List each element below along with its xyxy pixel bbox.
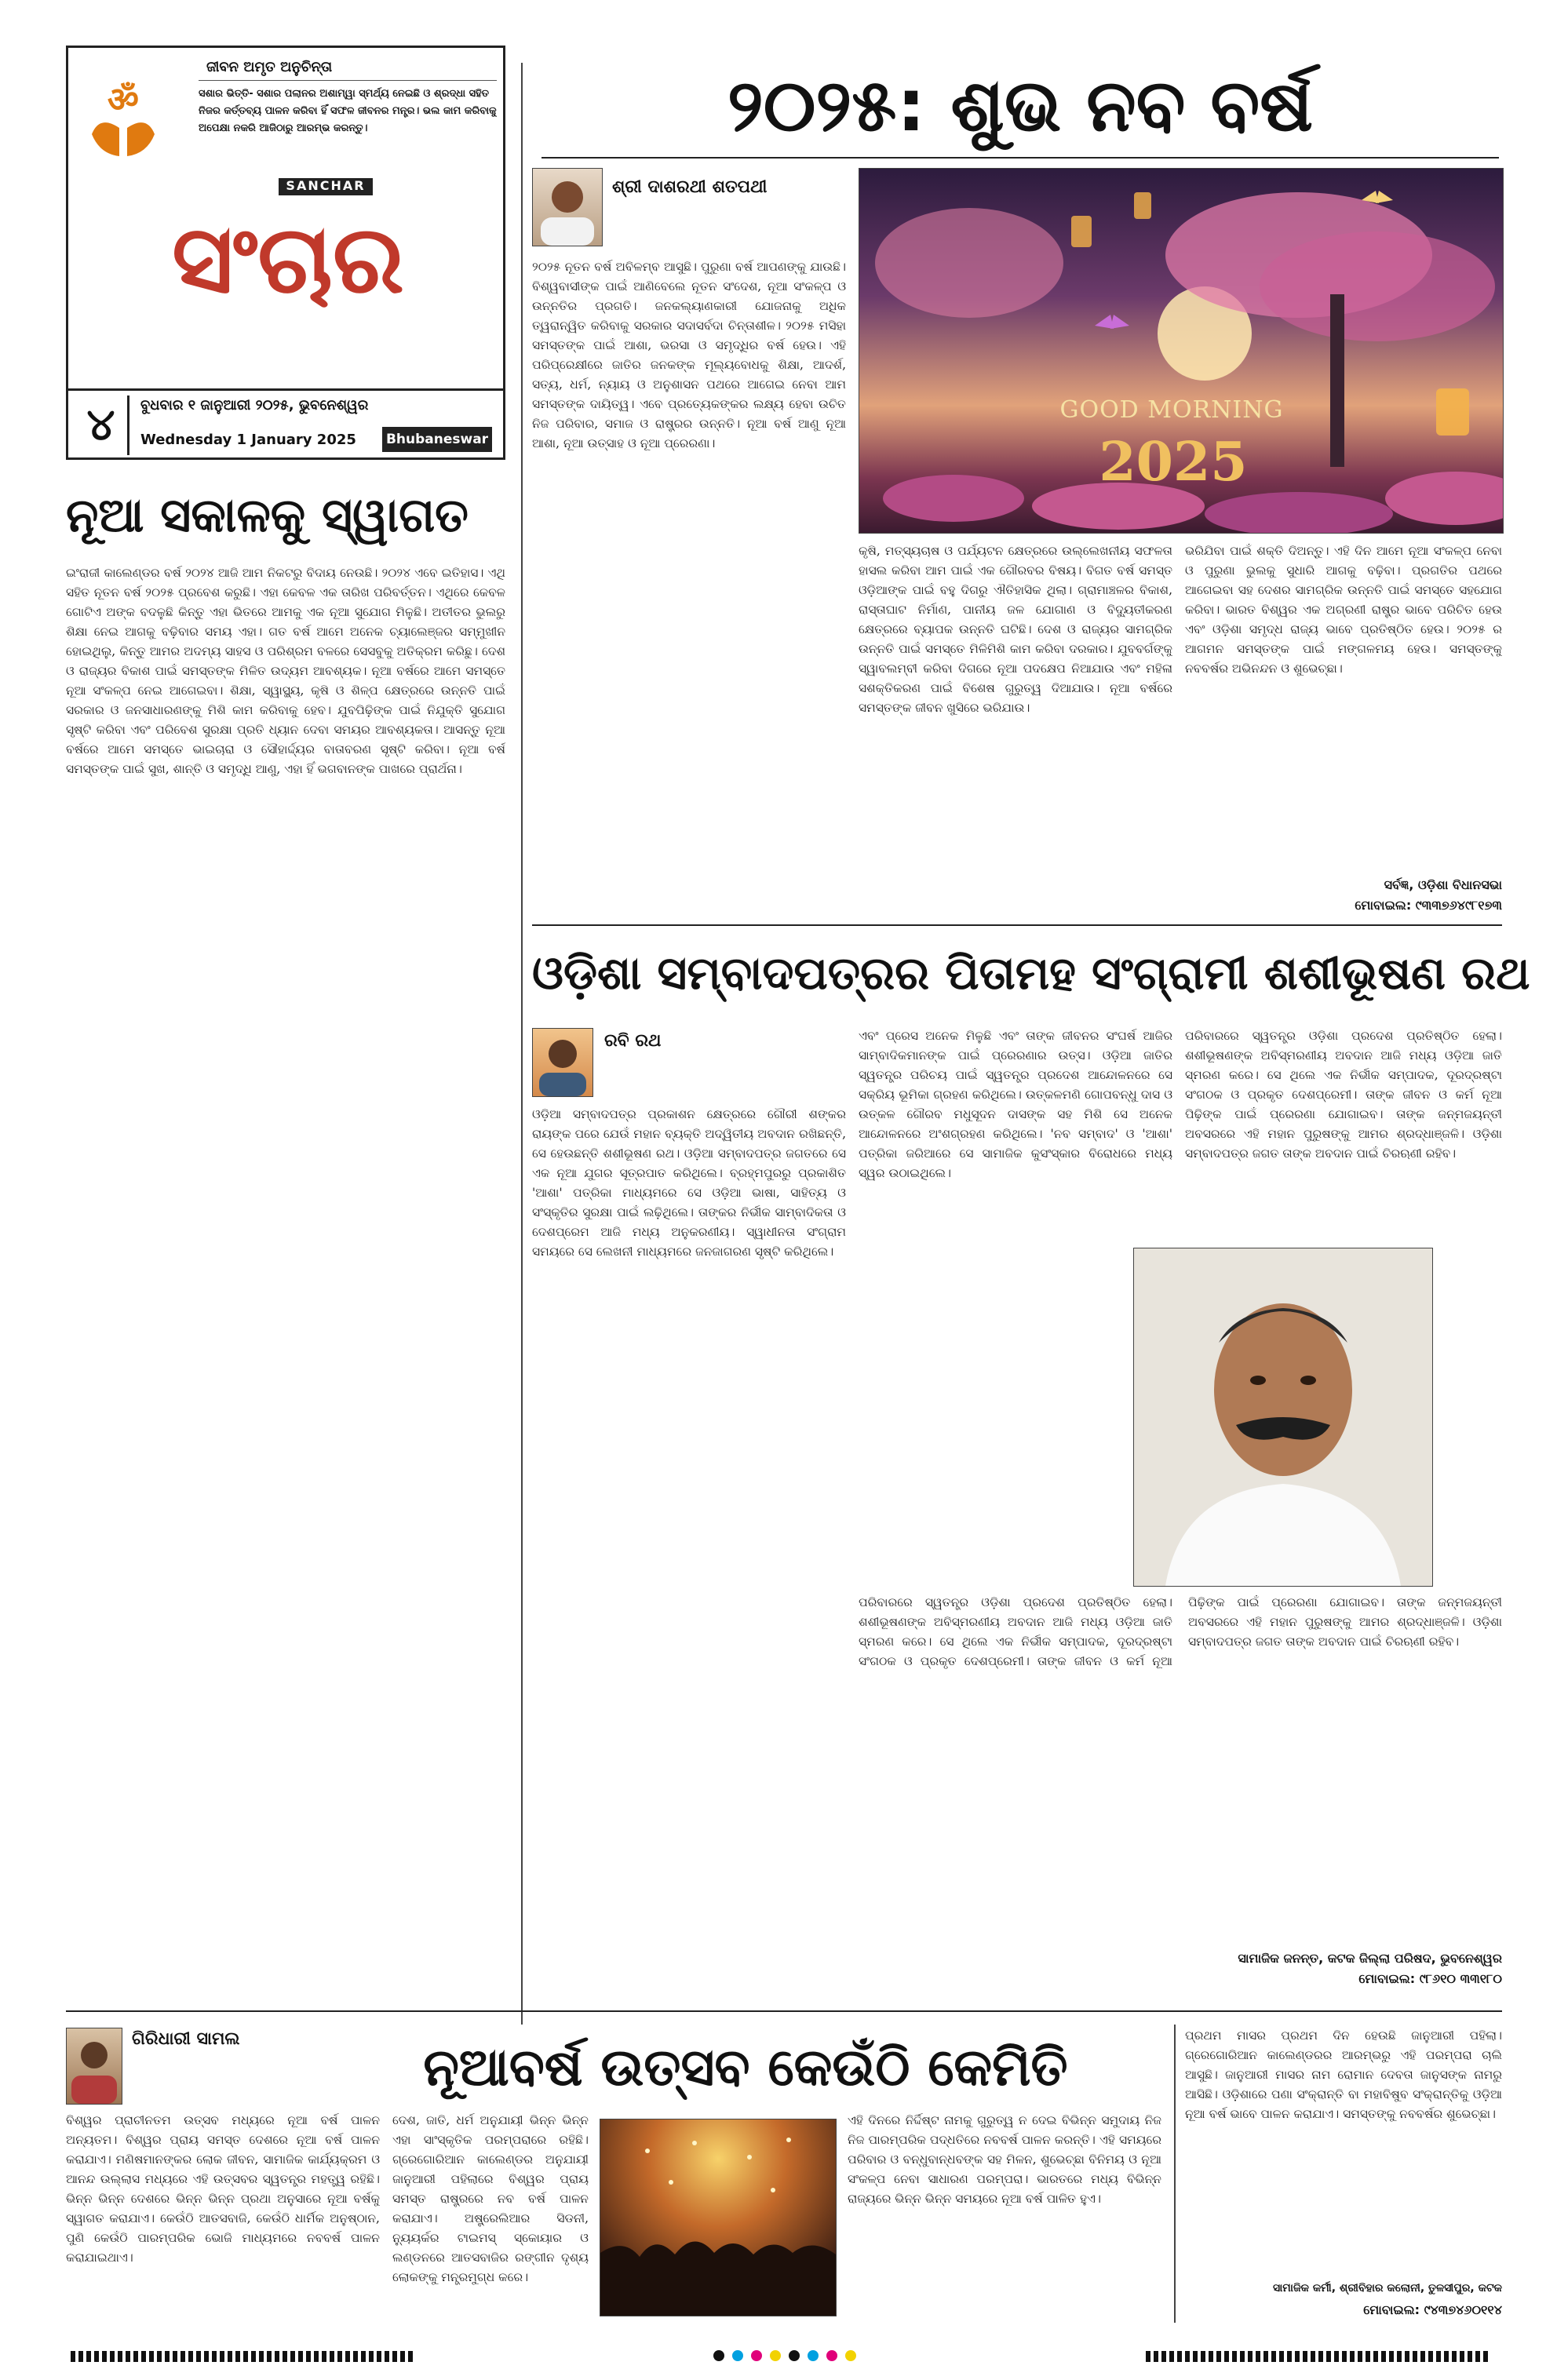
date-english: Wednesday 1 January 2025 (140, 432, 356, 448)
editorial-body: ଇଂରାଜୀ କାଲେଣ୍ଡର ବର୍ଷ ୨୦୨୪ ଆଜି ଆମ ନିକଟରୁ ବିଦାୟ ନେଉଛି। ୨୦୨୪ ଏବେ ଇତିହାସ। ଏଥି ସହିତ ନୂତନ ବର୍ଷ ୨୦୨୫ ପ୍ରବେଶ କରୁଛି। ଏହା କେବଳ ଏକ ତାରିଖ ପରିବର୍ତ୍ତନ। ଏଥିରେ କେବଳ ଗୋଟିଏ ଅଙ୍କ ବଦଳୁଛି କିନ୍ତୁ ଏହା ଭିତରେ ଆମକୁ ଏକ ନୂଆ ସୁଯୋଗ ମିଳୁଛି। ଅତୀତର ଭୁଲରୁ ଶିକ୍ଷା ନେଇ ଆଗକୁ ବଢ଼ିବାର ସମୟ ଏହା। ଗତ ବର୍ଷ ଆମେ ଅନେକ ଚ୍ୟାଲେଞ୍ଜର ସମ୍ମୁଖୀନ ହୋଇଥିଲୁ, କିନ୍ତୁ ଆମର ଅଦମ୍ୟ ସାହସ ଓ ପରିଶ୍ରମ ବଳରେ ସେସବୁକୁ ଅତିକ୍ରମ କରିଛୁ। ଦେଶ ଓ ରାଜ୍ୟର ବିକାଶ ପାଇଁ ସମସ୍ତଙ୍କ ମିଳିତ ଉଦ୍ୟମ ଆବଶ୍ୟକ। ନୂଆ ବର୍ଷରେ ଆମେ ସମସ୍ତେ ନୂଆ ସଂକଳ୍ପ ନେଇ ଆଗେଇବା। ଶିକ୍ଷା, ସ୍ୱାସ୍ଥ୍ୟ, କୃଷି ଓ ଶିଳ୍ପ କ୍ଷେତ୍ରରେ ଉନ୍ନତି ପାଇଁ ସରକାର ଓ ଜନସାଧାରଣଙ୍କୁ ମିଶି କାମ କରିବାକୁ ହେବ। ଯୁବପିଢ଼ିଙ୍କ ପାଇଁ ନିଯୁକ୍ତି ସୁଯୋଗ ସୃଷ୍ଟି କରିବା ଏବଂ ପରିବେଶ ସୁରକ୍ଷା ପ୍ରତି ଧ୍ୟାନ ଦେବା ସମୟର ଆବଶ୍ୟକତା। ଆସନ୍ତୁ ନୂଆ ବର୍ଷରେ ଆମେ ସମସ୍ତେ ଭାଇଚାରା ଓ ସୌହାର୍ଦ୍ଦ୍ୟର ବାତାବରଣ ସୃଷ୍ଟି କରିବା। ନୂଆ ବର୍ଷ ସମସ୍ତଙ୍କ ପାଇଁ ସୁଖ, ଶାନ୍ତି ଓ ସମୃଦ୍ଧି ଆଣୁ, ଏହା ହିଁ ଭଗବାନଙ୍କ ପାଖରେ ପ୍ରାର୍ଥନା। (66, 566, 505, 776)
registration-strip-left (71, 2351, 416, 2362)
color-registration-dots (644, 2349, 926, 2365)
top-story-col3: ଭରିଯିବା ପାଇଁ ଶକ୍ତି ଦିଅନ୍ତୁ। ଏହି ଦିନ ଆମେ ନୂଆ ସଂକଳ୍ପ ନେବା ଓ ପୁରୁଣା ଭୁଲକୁ ସୁଧାରି ଆଗକୁ ବଢ଼ିବା। ପ୍ରଗତିର ପଥରେ ଆଗେଇବା ସହ ଦେଶର ସାମଗ୍ରିକ ଉନ୍ନତି ପାଇଁ ସମସ୍ତେ ସହଯୋଗ କରିବା। ଭାରତ ବିଶ୍ୱର ଏକ ଅଗ୍ରଣୀ ରାଷ୍ଟ୍ର ଭାବେ ପରିଚିତ ହେଉ ଏବଂ ଓଡ଼ିଶା ସମୃଦ୍ଧ ରାଜ୍ୟ ଭାବେ ପ୍ରତିଷ୍ଠିତ ହେଉ। ୨୦୨୫ ର ଆଗମନ ସମସ୍ତଙ୍କ ପାଇଁ ମଙ୍ଗଳମୟ ହେଉ। ସମସ୍ତଙ୍କୁ ନବବର୍ଷର ଅଭିନନ୍ଦନ ଓ ଶୁଭେଚ୍ଛା। (1185, 544, 1502, 676)
om-logo (84, 71, 162, 164)
motto-title: ଜୀବନ ଅମୃତ ଅନୁଚିନ୍ତା (199, 59, 497, 81)
dateline (68, 388, 503, 457)
top-story-sign: ସର୍ବଜ୍ଞ, ଓଡ଼ିଶା ବିଧାନସଭା (1384, 877, 1502, 892)
brand-small: SANCHAR (279, 178, 373, 195)
image-year: 2025 (1099, 431, 1248, 494)
bottom-story-author: ଗିରିଧାରୀ ସାମଲ (132, 2029, 240, 2049)
second-story-phone: ମୋବାଇଲ: ୯୮୬୧୦ ୩୩୧୮୦ (1358, 1971, 1502, 1986)
bottom-section-rule (66, 2010, 1502, 2012)
new-year-image (859, 168, 1504, 534)
registration-strip-right (1146, 2351, 1491, 2362)
masthead-box (66, 46, 505, 460)
page-number: ୪ (75, 395, 129, 455)
motto-text: ସଶାର ଭିତ୍ତି- ସଶାର ପଲାନର ଅଶାମ୍ୱା ସ୍ମର୍ଥ୍ୟ ନେଇଛି ଓ ଶ୍ରଦ୍ଧା ସହିତ ନିଜର କର୍ତ୍ତବ୍ୟ ପାଳନ କରିବା ହିଁ ସଫଳ ଜୀବନର ମନ୍ତ୍ର। ଭଲ କାମ କରିବାକୁ ଅପେକ୍ଷା ନକରି ଆଜିଠାରୁ ଆରମ୍ଭ କରନ୍ତୁ। (199, 88, 497, 134)
bottom-story-col2: ଦେଶ, ଜାତି, ଧର୍ମ ଅନୁଯାୟୀ ଭିନ୍ନ ଭିନ୍ନ ଏହା ସାଂସ୍କୃତିକ ପରମ୍ପରାରେ ରହିଛି। ଗ୍ରେଗୋରିଆନ କାଲେଣ୍ଡର ଅନୁଯାୟୀ ଜାନୁଆରୀ ପହିଲାରେ ବିଶ୍ୱର ପ୍ରାୟ ସମସ୍ତ ରାଷ୍ଟ୍ରରେ ନବ ବର୍ଷ ପାଳନ କରାଯାଏ। ଅଷ୍ଟ୍ରେଲିଆର ସିଡନୀ, ନ୍ୟୁୟର୍କର ଟାଇମସ୍ ସ୍କୋୟାର ଓ ଲଣ୍ଡନରେ ଆତସବାଜିର ରଙ୍ଗୀନ ଦୃଶ୍ୟ ଲୋକଙ୍କୁ ମନ୍ତ୍ରମୁଗ୍ଧ କରେ। (392, 2113, 589, 2284)
celebration-photo (600, 2119, 837, 2316)
author-photo-bottom (66, 2028, 122, 2105)
second-story-col1: ଓଡ଼ିଆ ସମ୍ବାଦପତ୍ର ପ୍ରକାଶନ କ୍ଷେତ୍ରରେ ଗୌରୀ ଶଙ୍କର ରାୟଙ୍କ ପରେ ଯେଉଁ ମହାନ ବ୍ୟକ୍ତି ଅଦ୍ୱିତୀୟ ଅବଦାନ ରଖିଛନ୍ତି, ସେ ହେଉଛନ୍ତି ଶଶୀଭୂଷଣ ରଥ। ଓଡ଼ିଆ ସମ୍ବାଦପତ୍ର ଜଗତରେ ସେ ଏକ ନୂଆ ଯୁଗର ସୂତ୍ରପାତ କରିଥିଲେ। ବ୍ରହ୍ମପୁରରୁ ପ୍ରକାଶିତ 'ଆଶା' ପତ୍ରିକା ମାଧ୍ୟମରେ ସେ ଓଡ଼ିଆ ଭାଷା, ସାହିତ୍ୟ ଓ ସଂସ୍କୃତିର ସୁରକ୍ଷା ପାଇଁ ଲଢ଼ିଥିଲେ। ତାଙ୍କର ନିର୍ଭୀକ ସାମ୍ବାଦିକତା ଓ ଦେଶପ୍ରେମ ଆଜି ମଧ୍ୟ ଅନୁକରଣୀୟ। ସ୍ୱାଧୀନତା ସଂଗ୍ରାମ ସମୟରେ ସେ ଲେଖନୀ ମାଧ୍ୟମରେ ଜନଜାଗରଣ ସୃଷ୍ଟି କରିଥିଲେ। (532, 1107, 846, 1259)
bottom-story-headline: ନୂଆବର୍ଷ ଉତ୍ସବ କେଉଁଠି କେମିତି (423, 2037, 1068, 2098)
second-story-col3: ପରିବାରରେ ସ୍ୱତନ୍ତ୍ର ଓଡ଼ିଶା ପ୍ରଦେଶ ପ୍ରତିଷ୍ଠିତ ହେଲା। ଶଶୀଭୂଷଣଙ୍କ ଅବିସ୍ମରଣୀୟ ଅବଦାନ ଆଜି ମଧ୍ୟ ଓଡ଼ିଆ ଜାତି ସ୍ମରଣ କରେ। ସେ ଥିଲେ ଏକ ନିର୍ଭୀକ ସମ୍ପାଦକ, ଦୂରଦ୍ରଷ୍ଟା ସଂଗଠକ ଓ ପ୍ରକୃତ ଦେଶପ୍ରେମୀ। ତାଙ୍କ ଜୀବନ ଓ କର୍ମ ନୂଆ ପିଢ଼ିଙ୍କ ପାଇଁ ପ୍ରେରଣା ଯୋଗାଇବ। ତାଙ୍କ ଜନ୍ମଜୟନ୍ତୀ ଅବସରରେ ଏହି ମହାନ ପୁରୁଷଙ୍କୁ ଆମର ଶ୍ରଦ୍ଧାଞ୍ଜଳି। ଓଡ଼ିଶା ସମ୍ବାଦପତ୍ର ଜଗତ ତାଙ୍କ ଅବଦାନ ପାଇଁ ଚିରଋଣୀ ରହିବ। (1185, 1029, 1502, 1161)
bottom-story-col1: ବିଶ୍ୱର ପ୍ରାଚୀନତମ ଉତ୍ସବ ମଧ୍ୟରେ ନୂଆ ବର୍ଷ ପାଳନ ଅନ୍ୟତମ। ବିଶ୍ୱର ପ୍ରାୟ ସମସ୍ତ ଦେଶରେ ନୂଆ ବର୍ଷ ପାଳନ କରାଯାଏ। ମଣିଷମାନଙ୍କର ଲୋକ ଜୀବନ, ସାମାଜିକ କାର୍ଯ୍ୟକ୍ରମ ଓ ଆନନ୍ଦ ଉଲ୍ଲାସ ମଧ୍ୟରେ ଏହି ଉତ୍ସବର ସ୍ୱତନ୍ତ୍ର ମହତ୍ତ୍ୱ ରହିଛି। ଭିନ୍ନ ଭିନ୍ନ ଦେଶରେ ଭିନ୍ନ ଭିନ୍ନ ପ୍ରଥା ଅନୁସାରେ ନୂଆ ବର୍ଷକୁ ସ୍ୱାଗତ କରାଯାଏ। କେଉଁଠି ଆତସବାଜି, କେଉଁଠି ଧାର୍ମିକ ଅନୁଷ୍ଠାନ, ପୁଣି କେଉଁଠି ପାରମ୍ପରିକ ଭୋଜି ମାଧ୍ୟମରେ ନବବର୍ଷ ପାଳନ କରାଯାଇଥାଏ। (66, 2113, 380, 2265)
city: Bhubaneswar (382, 427, 492, 452)
bottom-story-sign: ସାମାଜିକ କର୍ମୀ, ଶ୍ରୀବିହାର କଲୋନୀ, ତୁଳସୀପୁର, କଟକ (1272, 2282, 1502, 2294)
bottom-story-phone: ମୋବାଇଲ: ୯୪୩୭୪୬୦୧୧୪ (1363, 2302, 1502, 2317)
top-story-headline: ୨୦୨୫: ଶୁଭ ନବ ବର୍ଷ (727, 64, 1314, 148)
second-story-col2-bottom (859, 1593, 1502, 1930)
brand-logo: ସଂଚାର (172, 206, 404, 315)
top-story-col1: ୨୦୨୫ ନୂତନ ବର୍ଷ ଅବିଳମ୍ବ ଆସୁଛି। ପୁରୁଣା ବର୍ଷ ଆପଣଙ୍କୁ ଯାଉଛି। ବିଶ୍ୱବାସୀଙ୍କ ପାଇଁ ଆଣିବେଲେ ନୂତନ ସଂଦେଶ, ନୂଆ ସଂକଳ୍ପ ଓ ଉନ୍ନତିର ପ୍ରଗତି। ଜନକଲ୍ୟାଣକାରୀ ଯୋଜନାକୁ ଅଧିକ ତ୍ୱରାନ୍ୱିତ କରିବାକୁ ସରକାର ସଦାସର୍ବଦା ଚିନ୍ତାଶୀଳ। ୨୦୨୫ ମସିହା ସମସ୍ତଙ୍କ ପାଇଁ ଆଶା, ଭରସା ଓ ସମୃଦ୍ଧିର ବର୍ଷ ହେଉ। ଏହି ପରିପ୍ରେକ୍ଷୀରେ ଜାତିର ଜନକଙ୍କ ମୂଲ୍ୟବୋଧକୁ ଶିକ୍ଷା, ଆଦର୍ଶ, ସତ୍ୟ, ଧର୍ମ, ନ୍ୟାୟ ଓ ଅନୁଶାସନ ପଥରେ ଆଗେଇ ନେବା ଆମ ସମସ୍ତଙ୍କ ଦାୟିତ୍ୱ। ଏବେ ପ୍ରତ୍ୟେକଙ୍କର ଲକ୍ଷ୍ୟ ହେବା ଉଚିତ ନିଜ ପରିବାର, ସମାଜ ଓ ରାଷ୍ଟ୍ରର ଉନ୍ନତି। ନୂଆ ବର୍ଷ ଆଣୁ ନୂଆ ଆଶା, ନୂଆ ଉତ୍ସାହ ଓ ନୂଆ ପ୍ରେରଣା। (532, 260, 846, 450)
date-odia: ବୁଧବାର ୧ ଜାନୁଆରୀ ୨୦୨୫, ଭୁବନେଶ୍ୱର (140, 397, 369, 414)
bottom-story-col3: ଏହି ଦିନରେ ନିର୍ଦ୍ଦିଷ୍ଟ ନାମକୁ ଗୁରୁତ୍ୱ ନ ଦେଇ ବିଭିନ୍ନ ସମୁଦାୟ ନିଜ ନିଜ ପାରମ୍ପରିକ ପଦ୍ଧତିରେ ନବବର୍ଷ ପାଳନ କରନ୍ତି। ଏହି ସମୟରେ ପରିବାର ଓ ବନ୍ଧୁବାନ୍ଧବଙ୍କ ସହ ମିଳନ, ଶୁଭେଚ୍ଛା ବିନିମୟ ଓ ନୂଆ ସଂକଳ୍ପ ନେବା ସାଧାରଣ ପରମ୍ପରା। ଭାରତରେ ମଧ୍ୟ ବିଭିନ୍ନ ରାଜ୍ୟରେ ଭିନ୍ନ ଭିନ୍ନ ସମୟରେ ନୂଆ ବର୍ଷ ପାଳିତ ହୁଏ। (848, 2113, 1161, 2206)
top-headline-rule (541, 157, 1499, 159)
top-story-author: ଶ୍ରୀ ଦାଶରଥୀ ଶତପଥୀ (612, 177, 768, 197)
top-story-bottom-rule (532, 924, 1502, 926)
column-rule-bottom (1174, 2025, 1176, 2323)
second-story-headline: ଓଡ଼ିଶା ସମ୍ବାଦପତ୍ରର ପିତାମହ ସଂଗ୍ରାମୀ ଶଶୀଭୂଷଣ ରଥ (532, 946, 1530, 1000)
editorial-headline: ନୂଆ ସକାଳକୁ ସ୍ୱାଗତ (66, 488, 469, 543)
om-icon: ॐ (107, 80, 140, 120)
second-story-col2-top: ଏବଂ ପ୍ରେସ ଅନେକ ମିଳୁଛି ଏବଂ ତାଙ୍କ ଜୀବନର ସଂଘର୍ଷ ଆଜିର ସାମ୍ବାଦିକମାନଙ୍କ ପାଇଁ ପ୍ରେରଣାର ଉତ୍ସ। ଓଡ଼ିଆ ଜାତିର ସ୍ୱତନ୍ତ୍ର ପରିଚୟ ପାଇଁ ସ୍ୱତନ୍ତ୍ର ପ୍ରଦେଶ ଆନ୍ଦୋଳନରେ ସେ ସକ୍ରିୟ ଭୂମିକା ଗ୍ରହଣ କରିଥିଲେ। ଉତ୍କଳମଣି ଗୋପବନ୍ଧୁ ଦାସ ଓ ଉତ୍କଳ ଗୌରବ ମଧୁସୂଦନ ଦାସଙ୍କ ସହ ମିଶି ସେ ଅନେକ ଆନ୍ଦୋଳନରେ ଅଂଶଗ୍ରହଣ କରିଥିଲେ। 'ନବ ସମ୍ବାଦ' ଓ 'ଆଶା' ପତ୍ରିକା ଜରିଆରେ ସେ ସାମାଜିକ କୁସଂସ୍କାର ବିରୋଧରେ ମଧ୍ୟ ସ୍ୱର ଉଠାଇଥିଲେ। (859, 1029, 1172, 1180)
image-caption: GOOD MORNING (1059, 396, 1284, 424)
shashibhushan-rath-portrait (1133, 1248, 1433, 1587)
column-rule-left (521, 63, 523, 2025)
author-photo-second (532, 1028, 593, 1097)
second-story-sign: ସାମାଜିକ ଜନନ୍ତ, କଟକ ଜିଲ୍ଲା ପରିଷଦ, ଭୁବନେଶ୍ୱର (1238, 1951, 1502, 1966)
second-story-author: ରବି ରଥ (604, 1031, 662, 1051)
top-story-col2: କୃଷି, ମତ୍ସ୍ୟଚାଷ ଓ ପର୍ଯ୍ୟଟନ କ୍ଷେତ୍ରରେ ଉଲ୍ଲେଖନୀୟ ସଫଳତା ହାସଲ କରିବା ଆମ ପାଇଁ ଏକ ଗୌରବର ବିଷୟ। ବିଗତ ବର୍ଷ ସମସ୍ତ ଓଡ଼ିଆଙ୍କ ପାଇଁ ବହୁ ଦିଗରୁ ଐତିହାସିକ ଥିଲା। ଗ୍ରାମାଞ୍ଚଳର ବିକାଶ, ରାସ୍ତାଘାଟ ନିର୍ମାଣ, ପାନୀୟ ଜଳ ଯୋଗାଣ ଓ ବିଦ୍ୟୁତୀକରଣ କ୍ଷେତ୍ରରେ ବ୍ୟାପକ ଉନ୍ନତି ଘଟିଛି। ଦେଶ ଓ ରାଜ୍ୟର ସାମଗ୍ରିକ ଉନ୍ନତି ପାଇଁ ସମସ୍ତେ ମିଳିମିଶି କାମ କରିବା ଦରକାର। ଯୁବବର୍ଗଙ୍କୁ ସ୍ୱାବଲମ୍ବୀ କରିବା ଦିଗରେ ନୂଆ ପଦକ୍ଷେପ ନିଆଯାଉ ଏବଂ ମହିଳା ସଶକ୍ତିକରଣ ପାଇଁ ବିଶେଷ ଗୁରୁତ୍ୱ ଦିଆଯାଉ। ନୂଆ ବର୍ଷରେ ସମସ୍ତଙ୍କ ଜୀବନ ଖୁସିରେ ଭରିଯାଉ। (859, 544, 1172, 715)
second-story-continued: ପରିବାରରେ ସ୍ୱତନ୍ତ୍ର ଓଡ଼ିଶା ପ୍ରଦେଶ ପ୍ରତିଷ୍ଠିତ ହେଲା। ଶଶୀଭୂଷଣଙ୍କ ଅବିସ୍ମରଣୀୟ ଅବଦାନ ଆଜି ମଧ୍ୟ ଓଡ଼ିଆ ଜାତି ସ୍ମରଣ କରେ। ସେ ଥିଲେ ଏକ ନିର୍ଭୀକ ସମ୍ପାଦକ, ଦୂରଦ୍ରଷ୍ଟା ସଂଗଠକ ଓ ପ୍ରକୃତ ଦେଶପ୍ରେମୀ। ତାଙ୍କ ଜୀବନ ଓ କର୍ମ ନୂଆ ପିଢ଼ିଙ୍କ ପାଇଁ ପ୍ରେରଣା ଯୋଗାଇବ। ତାଙ୍କ ଜନ୍ମଜୟନ୍ତୀ ଅବସରରେ ଏହି ମହାନ ପୁରୁଷଙ୍କୁ ଆମର ଶ୍ରଦ୍ଧାଞ୍ଜଳି। ଓଡ଼ିଶା ସମ୍ବାଦପତ୍ର ଜଗତ ତାଙ୍କ ଅବଦାନ ପାଇଁ ଚିରଋଣୀ ରହିବ। (859, 1595, 1502, 1668)
author-photo-top (532, 168, 603, 246)
top-story-phone: ମୋବାଇଲ: ୯୩୩୭୬୪୯୮୧୭୩ (1355, 898, 1502, 913)
bottom-story-col4: ପ୍ରଥମ ମାସର ପ୍ରଥମ ଦିନ ହେଉଛି ଜାନୁଆରୀ ପହିଲା। ଗ୍ରେଗୋରିଆନ କାଲେଣ୍ଡରର ଆରମ୍ଭରୁ ଏହି ପରମ୍ପରା ଚାଲି ଆସୁଛି। ଜାନୁଆରୀ ମାସର ନାମ ରୋମାନ ଦେବତା ଜାନୁସଙ୍କ ନାମରୁ ଆସିଛି। ଓଡ଼ିଶାରେ ପଣା ସଂକ୍ରାନ୍ତି ବା ମହାବିଷୁବ ସଂକ୍ରାନ୍ତିକୁ ଓଡ଼ିଆ ନୂଆ ବର୍ଷ ଭାବେ ପାଳନ କରାଯାଏ। ସମସ୍ତଙ୍କୁ ନବବର୍ଷର ଶୁଭେଚ୍ଛା। (1185, 2028, 1502, 2121)
